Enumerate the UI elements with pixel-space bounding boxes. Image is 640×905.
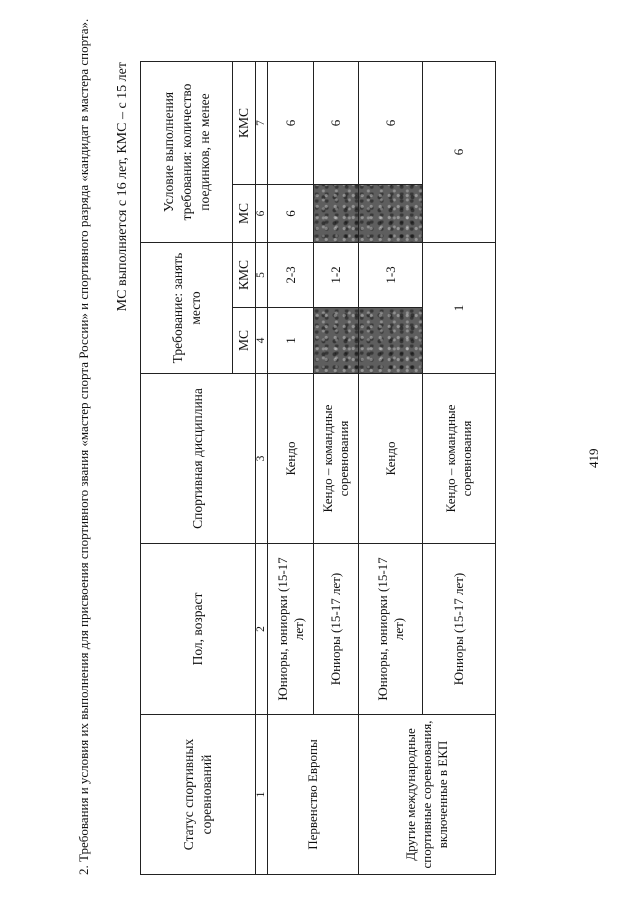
column-number-row [256, 62, 268, 875]
page-number: 419 [586, 448, 601, 468]
shaded-cell [314, 185, 359, 243]
column-number: 6 [256, 185, 268, 243]
cell-place-kms: 1-3 [359, 243, 423, 308]
cell-place-ms: 1 [268, 308, 314, 374]
cell-bouts-kms: 6 [359, 62, 423, 185]
cell-sex-age: Юниоры (15-17 лет) [423, 544, 496, 715]
header-discipline: Спортивная дисциплина [141, 374, 256, 544]
intro-paragraph: 2. Требования и условия их выполнения для присвоения спортивного звания «мастер спорта России» и спортивного разряда «кандидат в мастера спорта». [76, 18, 91, 875]
header-bouts-ms: МС [233, 185, 256, 243]
requirements-table [140, 61, 496, 875]
header-row [141, 62, 233, 875]
cell-place-kms: 2-3 [268, 243, 314, 308]
header-status: Статус спортивных соревнований [141, 715, 256, 875]
age-note: МС выполняется с 16 лет, КМС – с 15 лет [115, 62, 130, 312]
cell-discipline: Кендо [268, 374, 314, 544]
cell-discipline: Кендо [359, 374, 423, 544]
header-place-kms: КМС [233, 243, 256, 308]
column-number: 7 [256, 62, 268, 185]
column-number: 5 [256, 243, 268, 308]
header-condition: Условие выполнения требования: количество поединков, не менее [141, 62, 233, 243]
cell-bouts-kms: 6 [268, 62, 314, 185]
table-row [268, 62, 314, 875]
cell-status: Другие международные спортивные соревнования, включенные в ЕКП [359, 715, 496, 875]
cell-bouts-kms: 6 [314, 62, 359, 185]
shaded-cell [359, 308, 423, 374]
header-place-ms: МС [233, 308, 256, 374]
column-number: 1 [256, 715, 268, 875]
cell-bouts-ms: 6 [268, 185, 314, 243]
cell-sex-age: Юниоры, юниорки (15-17 лет) [359, 544, 423, 715]
cell-bouts-kms: 6 [423, 62, 496, 243]
cell-discipline: Кендо – командные соревнования [314, 374, 359, 544]
cell-discipline: Кендо – командные соревнования [423, 374, 496, 544]
shaded-cell [359, 185, 423, 243]
cell-status: Первенство Европы [268, 715, 359, 875]
column-number: 2 [256, 544, 268, 715]
cell-place-kms: 1 [423, 243, 496, 374]
header-bouts-kms: КМС [233, 62, 256, 185]
header-place: Требование: занять место [141, 243, 233, 374]
column-number: 4 [256, 308, 268, 374]
cell-sex-age: Юниоры, юниорки (15-17 лет) [268, 544, 314, 715]
shaded-cell [314, 308, 359, 374]
column-number: 3 [256, 374, 268, 544]
cell-place-kms: 1-2 [314, 243, 359, 308]
header-sex-age: Пол, возраст [141, 544, 256, 715]
cell-sex-age: Юниоры (15-17 лет) [314, 544, 359, 715]
table-row [359, 62, 423, 875]
